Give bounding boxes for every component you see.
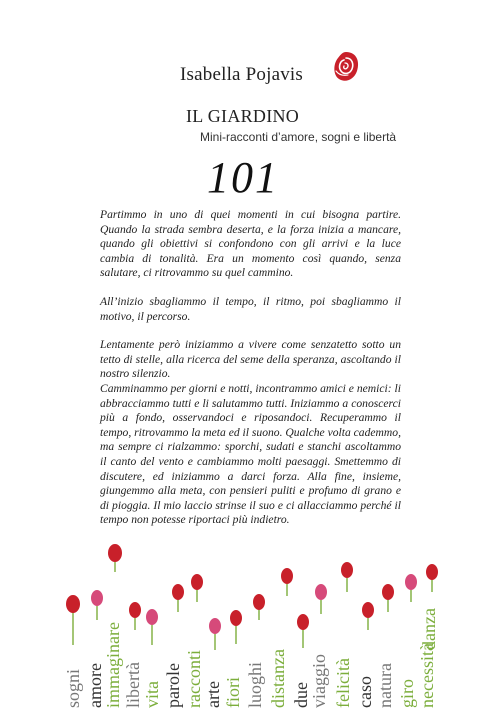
flower-word: parole <box>163 663 183 708</box>
flower-word: vita <box>142 681 162 708</box>
flower-word: caso <box>355 676 375 708</box>
rose-flower-icon <box>362 602 374 618</box>
flower-word: amore <box>85 663 105 708</box>
flower-word: libertà <box>123 662 143 708</box>
flower-word-garden <box>0 540 500 710</box>
rose-flower-icon <box>191 574 203 590</box>
flower-word: natura <box>375 663 395 708</box>
flower-word: felicità <box>333 658 353 708</box>
story-paragraph: Lentamente però iniziammo a vivere come senzatetto sotto un tetto di stelle, alla ricerca del seme della speranza, ascoltando il nostro silenzio. <box>100 338 401 381</box>
flower-word: luoghi <box>245 661 265 708</box>
flower-word: sogni <box>63 668 83 708</box>
rose-flower-icon <box>382 584 394 600</box>
flower-word: fiori <box>223 677 243 708</box>
rose-flower-icon <box>108 544 122 562</box>
rose-flower-icon <box>281 568 293 584</box>
rose-flower-icon <box>91 590 103 606</box>
rose-flower-icon <box>146 609 158 625</box>
rose-flower-icon <box>315 584 327 600</box>
flower-word: necessità <box>417 643 437 708</box>
flower-word: due <box>291 682 311 708</box>
rose-flower-icon <box>426 564 438 580</box>
rose-flower-icon <box>172 584 184 600</box>
flower-word: viaggio <box>309 654 329 708</box>
story-text <box>100 208 401 528</box>
story-number: 101 <box>207 153 279 202</box>
flower-word: danza <box>419 608 439 650</box>
book-title: IL GIARDINO <box>186 106 300 126</box>
book-subtitle: Mini-racconti d’amore, sogni e libertà <box>200 130 397 144</box>
rose-flower-icon <box>341 562 353 578</box>
author-name: Isabella Pojavis <box>180 64 303 85</box>
rose-logo-icon <box>330 49 362 85</box>
rose-flower-icon <box>297 614 309 630</box>
rose-flower-icon <box>230 610 242 626</box>
rose-flower-icon <box>129 602 141 618</box>
flower-word: immaginare <box>103 622 123 708</box>
story-paragraph: Camminammo per giorni e notti, incontrammo amici e nemici: li abbracciammo tutti e li salutammo tutti. Iniziammo a conoscerci più a fondo, osservandoci e riposandoci. Recuperammo il tempo, ritrovammo la meta ed il suono. Qualche volta cademmo, ma sempre ci rialzammo: sporchi, sudati e stanchi ascoltammo il canto del vento e cambiammo molti paesaggi. Smettemmo di discutere, ed iniziammo a darci forza. Alla fine, insieme, giungemmo alla meta, con pensieri puliti e profumo di grano e di pioggia. Il mio laccio strinse il suo e ci allacciammo perché il tempo non potesse riportaci più indietro. <box>100 381 401 527</box>
flower-word: racconti <box>184 650 204 708</box>
story-paragraph: Partimmo in uno di quei momenti in cui bisogna partire. Quando la strada sembra deserta, e la forza inizia a mancare, quando gli obiettivi si confondono con gli arrivi e la luce cambia di tonalità. Era un momento così quando, senza salutare, ci ritrovammo su quel cammino. <box>100 208 401 280</box>
story-paragraph: All’inizio sbagliammo il tempo, il ritmo, poi sbagliammo il motivo, il percorso. <box>100 294 401 323</box>
rose-flower-icon <box>66 595 80 613</box>
flower-word: giro <box>397 679 417 708</box>
flower-word: distanza <box>268 649 288 708</box>
flower-word: arte <box>203 681 223 708</box>
rose-flower-icon <box>253 594 265 610</box>
rose-flower-icon <box>405 574 417 590</box>
rose-flower-icon <box>209 618 221 634</box>
